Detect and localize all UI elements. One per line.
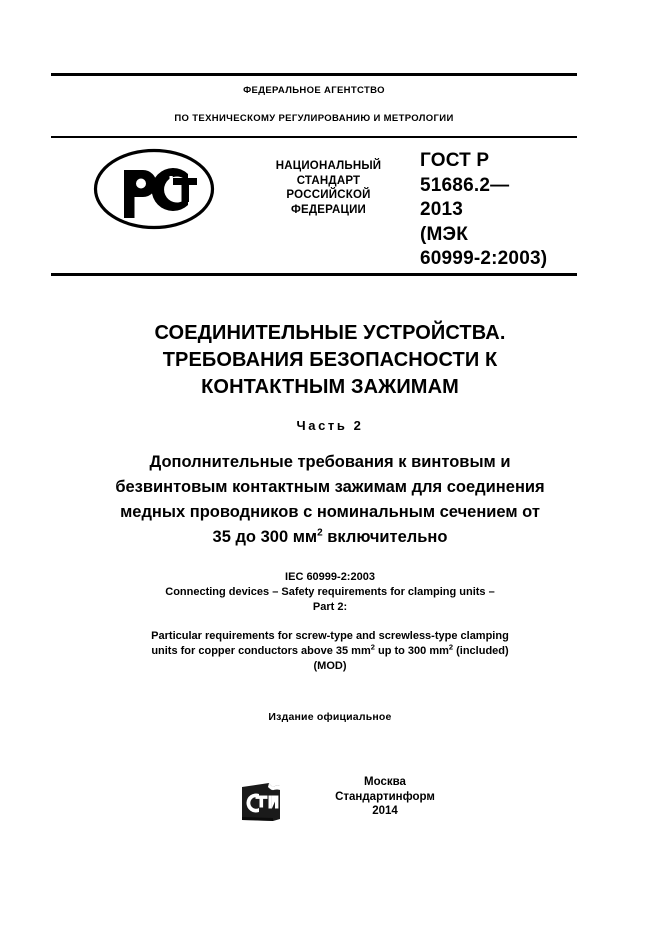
subtitle-block [40,450,620,550]
subtitle-line-4-tail: включительно [322,528,448,546]
masthead [51,145,577,270]
national-standard-line-1: НАЦИОНАЛЬНЫЙ [275,160,382,172]
standard-number-line-2: 51686.2— [420,174,510,196]
page-title [60,320,600,401]
subtitle-line-4-superscript: 2 [317,527,323,539]
imprint-city: Москва [364,776,406,788]
subtitle-line-4-text: 35 до 300 мм [212,528,318,546]
iec-scope-line-2-b: up to 300 mm [374,645,449,657]
imprint-year: 2014 [372,805,398,817]
national-standard-line-2: СТАНДАРТ [296,174,361,187]
header-rule-middle [51,136,577,138]
iec-scope-block [60,629,600,674]
national-standard-block [246,159,411,217]
official-edition-note: Издание официальное [268,711,392,723]
page-title-line-2: ТРЕБОВАНИЯ БЕЗОПАСНОСТИ К [162,349,498,371]
iec-scope-line-2-a: units for copper conductors above 35 mm [151,645,371,657]
iec-scope-line-1: Particular requirements for screw-type and screwless-type clamping [151,630,509,642]
iec-standard-id: IEC 60999-2:2003 [285,571,375,583]
page-title-line-1: СОЕДИНИТЕЛЬНЫЕ УСТРОЙСТВА. [154,322,506,344]
subtitle-line-1: Дополнительные требования к винтовым и [149,453,511,471]
federal-agency-line-1: ФЕДЕРАЛЬНОЕ АГЕНТСТВО [243,85,385,96]
national-standard-line-3: РОССИЙСКОЙ [286,189,371,201]
iec-scope-line-2 [60,644,600,659]
subtitle-line-3: медных проводников с номинальным сечением от [120,503,540,521]
subtitle-line-4 [40,525,620,550]
iec-scope-line-2-c: (included) [453,645,509,657]
imprint-block [60,775,600,830]
national-standard-line-4: ФЕДЕРАЦИИ [290,203,367,216]
iec-reference-block [60,570,600,674]
standard-number-line-3: 2013 [420,199,464,220]
header-rule-top [51,73,577,76]
standard-number-line-1: ГОСТ Р [420,150,490,171]
iec-scope-line-2-superscript-a: 2 [370,642,375,652]
page-title-line-3: КОНТАКТНЫМ ЗАЖИМАМ [201,376,459,398]
header-rule-bottom [51,273,577,276]
standard-number-block [420,149,580,272]
standartinform-logo-icon [239,781,283,823]
subtitle-line-2: безвинтовым контактным зажимам для соединения [115,478,545,496]
iec-title-line-2: Part 2: [312,601,348,613]
standard-number-line-5: 60999-2:2003) [420,248,548,269]
imprint-text-block [305,775,465,819]
iec-title-line-1: Connecting devices – Safety requirements for clamping units – [165,586,495,598]
standard-number-line-4: (МЭК [420,223,469,245]
iec-scope-line-2-superscript-b: 2 [448,642,454,652]
federal-agency-line-2: ПО ТЕХНИЧЕСКОМУ РЕГУЛИРОВАНИЮ И МЕТРОЛОГИИ [174,113,454,124]
rst-gost-certification-logo-icon [93,148,215,230]
part-label: Часть 2 [296,418,364,433]
imprint-publisher: Стандартинформ [335,790,435,803]
iec-modification-code: (MOD) [313,660,347,672]
